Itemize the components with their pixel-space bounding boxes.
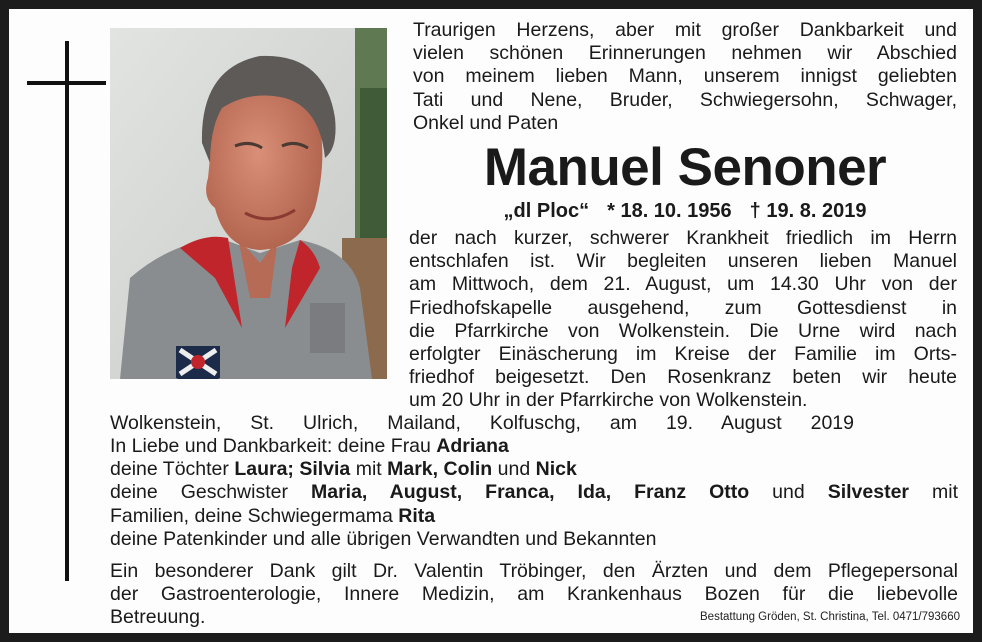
family-name: Nick — [535, 458, 577, 481]
thanks-line: Ein besonderer Dank gilt Dr. Valentin Tröbinger, den Ärzten und dem Pflegepersonal — [110, 560, 958, 582]
deceased-name: Manuel Senoner — [483, 138, 887, 197]
body-line: am Mittwoch, dem 21. August, um 14.30 Uhr von der — [409, 273, 957, 296]
location-text: Wolkenstein, St. Ulrich, Mailand, Kolfuschg, am 19. August 2019 — [110, 412, 854, 434]
location-date-line — [110, 412, 854, 435]
body-line: Friedhofskapelle ausgehend, zum Gottesdienst in — [409, 296, 957, 319]
family-name: Silvester — [827, 481, 910, 504]
body-line: die Pfarrkirche von Wolkenstein. Die Urne wird nach — [409, 319, 957, 342]
family-name: Rita — [398, 504, 436, 527]
family-line-daughters — [110, 458, 958, 481]
family-text: Familien, deine Schwiegermama — [110, 504, 399, 527]
cross-horizontal — [27, 81, 106, 85]
body-line: erfolgter Einäscherung im Kreise der Familie im Orts- — [409, 343, 957, 366]
family-text: und — [749, 481, 828, 504]
family-text: deine Geschwister — [110, 481, 311, 504]
family-line-spouse — [110, 435, 958, 458]
family-text: mit — [909, 481, 959, 504]
intro-line: vielen schönen Erinnerungen nehmen wir Abschied — [413, 42, 957, 65]
nickname: „dl Ploc“ — [503, 200, 590, 222]
death-date: † 19. 8. 2019 — [749, 200, 867, 222]
thanks-line: Betreuung. — [110, 606, 206, 629]
body-line: der nach kurzer, schwerer Krankheit friedlich im Herrn — [409, 227, 957, 249]
thanks-line: der Gastroenterologie, Innere Medizin, am Krankenhaus Bozen für die liebevolle — [110, 583, 958, 606]
family-line-relatives: deine Patenkinder und alle übrigen Verwandten und Bekannten — [110, 527, 657, 550]
cross-vertical — [65, 41, 69, 581]
funeral-home-credit: Bestattung Gröden, St. Christina, Tel. 0471/793660 — [700, 611, 960, 623]
family-name: Maria, August, Franca, Ida, Franz Otto — [310, 481, 750, 504]
body-line: um 20 Uhr in der Pfarrkirche von Wolkenstein. — [409, 389, 808, 412]
family-text: mit — [350, 458, 388, 481]
birth-date: * 18. 10. 1956 — [607, 200, 732, 222]
family-text: In Liebe und Dankbarkeit: deine Frau — [110, 435, 437, 457]
body-line: entschlafen ist. Wir begleiten unseren lieben Manuel — [409, 250, 957, 273]
family-name: Laura; Silvia — [234, 458, 351, 481]
family-name: Adriana — [436, 435, 509, 457]
intro-line: Onkel und Paten — [413, 111, 559, 134]
family-text: deine Töchter — [110, 458, 235, 481]
body-line: friedhof beigesetzt. Den Rosenkranz beten wir heute — [409, 366, 957, 389]
intro-line: Traurigen Herzens, aber mit großer Dankbarkeit und — [413, 19, 957, 41]
dates-line — [413, 199, 957, 223]
family-text: und — [492, 458, 536, 481]
funeral-paragraph — [409, 227, 957, 413]
family-line-siblings — [110, 481, 958, 504]
family-line-mother-in-law — [110, 505, 958, 528]
family-list — [110, 435, 958, 551]
obituary-card — [9, 9, 973, 633]
intro-line: Tati und Nene, Bruder, Schwiegersohn, Schwager, — [413, 88, 957, 111]
portrait-photo — [110, 28, 387, 379]
family-name: Mark, Colin — [387, 458, 493, 481]
intro-paragraph — [413, 19, 957, 135]
intro-line: von meinem lieben Mann, unserem innigst geliebten — [413, 65, 957, 88]
